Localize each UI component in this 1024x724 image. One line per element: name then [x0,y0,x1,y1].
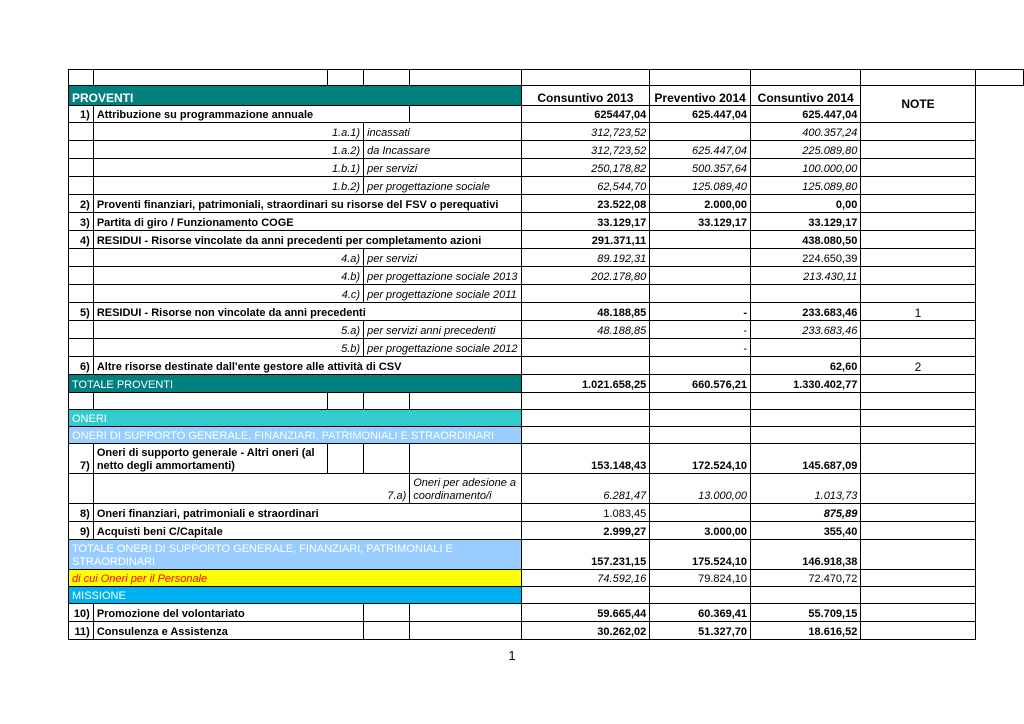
row-personale [69,570,1024,587]
cell-consuntivo-2014: 18.616,52 [751,622,861,640]
row-code: 1.b.1) [93,159,363,177]
row-label-line-1: Oneri di supporto generale - Altri oneri (al [96,447,315,459]
row-number: 2) [69,195,94,213]
cell-consuntivo-2014: 100.000,00 [751,159,861,177]
cell-consuntivo-2013: 312,723,52 [521,141,650,159]
row-number: 7) [69,444,94,474]
row-5a [69,321,1024,339]
empty-row [69,70,1024,86]
cell-consuntivo-2014: 224.650,39 [751,249,861,267]
row-1a1 [69,123,1024,141]
cell-consuntivo-2014: 355,40 [751,522,861,540]
row-10 [69,604,1024,622]
header-row [69,86,1024,106]
row-1b1 [69,159,1024,177]
row-5b [69,339,1024,357]
cell-preventivo-2014 [650,285,751,303]
row-label-line-2: netto degli ammortamenti) [96,460,235,472]
cell-preventivo-2014 [650,267,751,285]
row-label: Consulenza e Assistenza [93,622,363,640]
cell-consuntivo-2013: 250,178,82 [521,159,650,177]
cell-consuntivo-2014: 400.357,24 [751,123,861,141]
cell-preventivo-2014: 625.447,04 [650,141,751,159]
row-3 [69,213,1024,231]
cell-consuntivo-2014: 62,60 [751,357,861,375]
cell-preventivo-2014: - [650,321,751,339]
cell-preventivo-2014: 60.369,41 [650,604,751,622]
oneri-header: ONERI [69,410,522,427]
cell-consuntivo-2013: 6.281,47 [521,474,650,504]
col-note: NOTE [861,86,975,123]
row-code: 7.a) [93,474,409,504]
cell-consuntivo-2014: 1.013,73 [751,474,861,504]
row-7 [69,444,1024,474]
row-number: 11) [69,622,94,640]
row-4c [69,285,1024,303]
cell-consuntivo-2014: 233.683,46 [751,321,861,339]
row-label: Altre risorse destinate dall'ente gestore alle attività di CSV [93,357,521,375]
cell-consuntivo-2013: 89.192,31 [521,249,650,267]
row-totale-proventi [69,375,1024,393]
row-totale-oneri-supporto [69,540,1024,570]
cell-consuntivo-2013: 59.665,44 [521,604,650,622]
label-line-1: TOTALE ONERI DI SUPPORTO GENERALE, FINANZIARI, PATRIMONIALI E [72,543,453,555]
row-number: 3) [69,213,94,231]
row-2 [69,195,1024,213]
row-code: 4.a) [93,249,363,267]
row-label: per servizi [364,159,521,177]
row-label: incassati [364,123,521,141]
cell-consuntivo-2014: 145.687,09 [751,444,861,474]
cell-preventivo-2014: 500.357,64 [650,159,751,177]
cell-consuntivo-2014: 233.683,46 [751,303,861,321]
row-label: Acquisti beni C/Capitale [93,522,521,540]
row-label: per servizi anni precedenti [364,321,521,339]
cell-consuntivo-2014: 625.447,04 [751,106,861,123]
cell-consuntivo-2013: 1.083,45 [521,504,650,522]
cell-consuntivo-2013: 33.129,17 [521,213,650,231]
row-label: Promozione del volontariato [93,604,363,622]
row-code: 5.b) [93,339,363,357]
row-label [410,474,521,504]
row-label: RESIDUI - Risorse vincolate da anni precedenti per completamento azioni [93,231,521,249]
row-number: 6) [69,357,94,375]
cell-consuntivo-2013: 23.522,08 [521,195,650,213]
row-1b2 [69,177,1024,195]
row-label: Oneri finanziari, patrimoniali e straordinari [93,504,521,522]
cell-consuntivo-2014: 213.430,11 [751,267,861,285]
totale-proventi-label: TOTALE PROVENTI [69,375,522,393]
cell-note: 1 [861,303,975,321]
cell-consuntivo-2013 [521,339,650,357]
row-label: per progettazione sociale 2013 [364,267,521,285]
cell-consuntivo-2013: 1.021.658,25 [521,375,650,393]
cell-consuntivo-2013: 74.592,16 [521,570,650,587]
row-label: per progettazione sociale [364,177,521,195]
row-label: per progettazione sociale 2011 [364,285,521,303]
cell-consuntivo-2013: 157.231,15 [521,540,650,570]
row-6 [69,357,1024,375]
row-4b [69,267,1024,285]
cell-preventivo-2014: - [650,339,751,357]
totale-oneri-supporto-label [69,540,522,570]
row-code: 4.c) [93,285,363,303]
cell-consuntivo-2014: 438.080,50 [751,231,861,249]
empty-row [69,393,1024,410]
cell-consuntivo-2013: 312,723,52 [521,123,650,141]
row-9 [69,522,1024,540]
row-7a [69,474,1024,504]
cell-preventivo-2014: 2.000,00 [650,195,751,213]
col-preventivo-2014: Preventivo 2014 [650,86,751,106]
cell-preventivo-2014: 51.327,70 [650,622,751,640]
cell-preventivo-2014: 33.129,17 [650,213,751,231]
personale-label: di cui Oneri per il Personale [69,570,522,587]
oneri-supporto-header: ONERI DI SUPPORTO GENERALE, FINANZIARI, PATRIMONIALI E STRAORDINARI [69,427,522,444]
budget-table [68,69,1024,640]
row-number: 1) [69,106,94,123]
row-label: Attribuzione su programmazione annuale [93,106,409,123]
cell-consuntivo-2014: 72.470,72 [751,570,861,587]
missione-header: MISSIONE [69,587,522,604]
cell-consuntivo-2014: 875,89 [751,504,861,522]
label-line-2: STRAORDINARI [72,556,156,568]
cell-preventivo-2014 [650,123,751,141]
row-label: Partita di giro / Funzionamento COGE [93,213,521,231]
cell-consuntivo-2014 [751,285,861,303]
cell-consuntivo-2013: 153.148,43 [521,444,650,474]
cell-consuntivo-2013: 30.262,02 [521,622,650,640]
page-number: 1 [508,648,516,663]
row-1a2 [69,141,1024,159]
row-number: 5) [69,303,94,321]
row-label: per progettazione sociale 2012 [364,339,521,357]
cell-preventivo-2014 [650,504,751,522]
row-number: 10) [69,604,94,622]
cell-preventivo-2014: 79.824,10 [650,570,751,587]
row-oneri-supporto [69,427,1024,444]
row-label-line-1: Oneri per adesione a [413,477,516,489]
row-8 [69,504,1024,522]
row-5 [69,303,1024,321]
col-consuntivo-2013: Consuntivo 2013 [521,86,650,106]
cell-consuntivo-2014: 146.918,38 [751,540,861,570]
row-code: 1.a.2) [93,141,363,159]
cell-consuntivo-2013: 202.178,80 [521,267,650,285]
row-4a [69,249,1024,267]
cell-consuntivo-2014: 0,00 [751,195,861,213]
cell-consuntivo-2014: 125.089,80 [751,177,861,195]
cell-consuntivo-2014: 55.709,15 [751,604,861,622]
row-label [93,444,328,474]
row-code: 4.b) [93,267,363,285]
row-number: 8) [69,504,94,522]
row-number: 9) [69,522,94,540]
row-code: 5.a) [93,321,363,339]
cell-consuntivo-2013: 48.188,85 [521,321,650,339]
cell-preventivo-2014: 660.576,21 [650,375,751,393]
row-label: RESIDUI - Risorse non vincolate da anni precedenti [93,303,521,321]
row-missione [69,587,1024,604]
row-11 [69,622,1024,640]
cell-note: 2 [861,357,975,375]
cell-preventivo-2014: 172.524,10 [650,444,751,474]
row-label-line-2: coordinamento/i [413,490,492,502]
row-code: 1.a.1) [93,123,363,141]
col-consuntivo-2014: Consuntivo 2014 [751,86,861,106]
cell-consuntivo-2013 [521,357,650,375]
cell-consuntivo-2013: 62,544,70 [521,177,650,195]
cell-consuntivo-2013: 625447,04 [521,106,650,123]
cell-preventivo-2014: 125.089,40 [650,177,751,195]
proventi-header: PROVENTI [69,86,522,106]
cell-preventivo-2014: 175.524,10 [650,540,751,570]
cell-consuntivo-2014 [751,339,861,357]
cell-preventivo-2014: - [650,303,751,321]
cell-preventivo-2014: 625.447,04 [650,106,751,123]
cell-preventivo-2014: 3.000,00 [650,522,751,540]
row-code: 1.b.2) [93,177,363,195]
cell-consuntivo-2013 [521,285,650,303]
cell-consuntivo-2014: 33.129,17 [751,213,861,231]
cell-consuntivo-2014: 225.089,80 [751,141,861,159]
row-4 [69,231,1024,249]
cell-consuntivo-2014: 1.330.402,77 [751,375,861,393]
cell-preventivo-2014 [650,249,751,267]
cell-consuntivo-2013: 291.371,11 [521,231,650,249]
cell-preventivo-2014 [650,357,751,375]
cell-consuntivo-2013: 2.999,27 [521,522,650,540]
row-label: per servizi [364,249,521,267]
cell-consuntivo-2013: 48.188,85 [521,303,650,321]
row-label: Proventi finanziari, patrimoniali, straordinari su risorse del FSV o perequativi [93,195,521,213]
row-oneri [69,410,1024,427]
row-label: da Incassare [364,141,521,159]
cell-preventivo-2014: 13.000,00 [650,474,751,504]
row-number: 4) [69,231,94,249]
cell-preventivo-2014 [650,231,751,249]
